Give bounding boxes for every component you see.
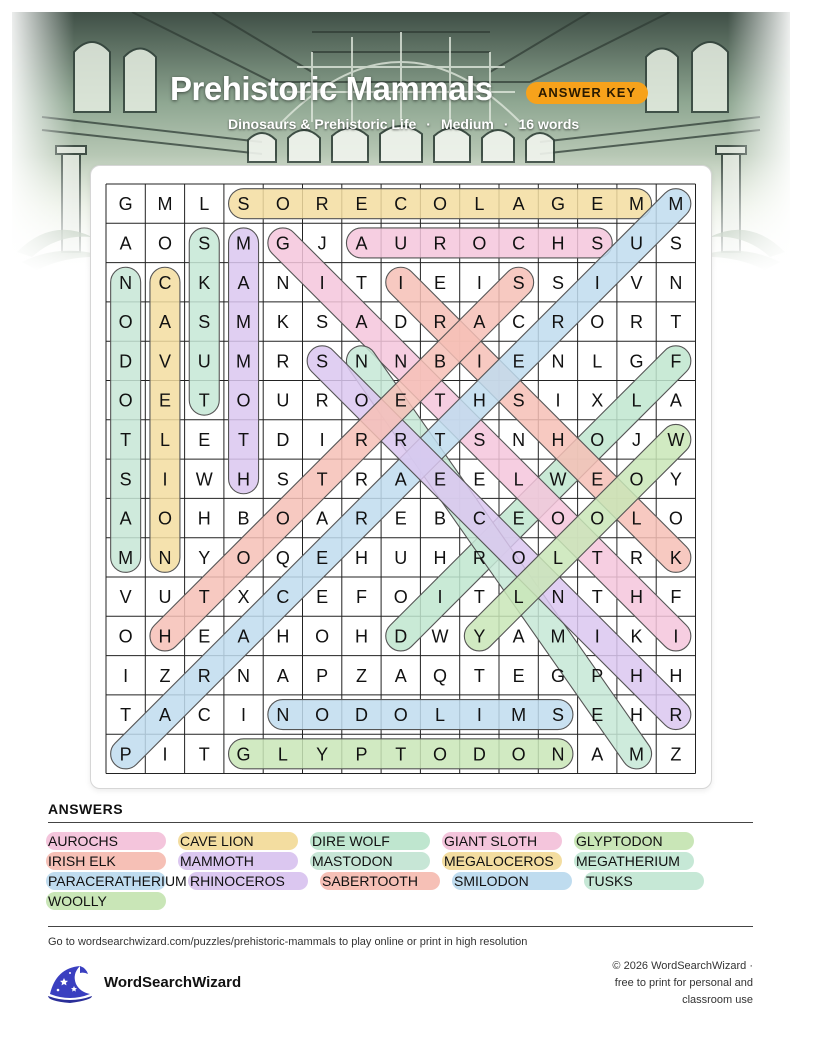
grid-letter: C bbox=[394, 194, 408, 215]
grid-letter: H bbox=[354, 626, 368, 647]
grid-letter: V bbox=[630, 272, 643, 293]
grid-letter: G bbox=[118, 194, 133, 215]
grid-letter: C bbox=[197, 705, 211, 726]
grid-letter: H bbox=[276, 626, 290, 647]
answer-label: DIRE WOLF bbox=[312, 833, 390, 849]
answer-item bbox=[444, 832, 537, 850]
grid-letter: R bbox=[472, 547, 486, 568]
grid-letter: O bbox=[118, 312, 133, 333]
grid-letter: P bbox=[119, 744, 132, 765]
answer-key-badge: ANSWER KEY bbox=[526, 82, 648, 104]
grid-letter: A bbox=[237, 272, 250, 293]
grid-letter: R bbox=[394, 429, 408, 450]
grid-letter: L bbox=[592, 351, 603, 372]
grid-letter: H bbox=[433, 547, 447, 568]
grid-letter: A bbox=[591, 744, 604, 765]
answer-label: TUSKS bbox=[586, 873, 633, 889]
grid-letter: I bbox=[319, 429, 325, 450]
answer-item bbox=[190, 872, 285, 890]
divider bbox=[48, 822, 753, 823]
answer-label: GLYPTODON bbox=[576, 833, 663, 849]
separator-dot: · bbox=[503, 116, 509, 132]
grid-letter: S bbox=[512, 390, 525, 411]
grid-letter: E bbox=[434, 469, 447, 490]
grid-letter: Y bbox=[316, 744, 329, 765]
grid-letter: S bbox=[591, 233, 604, 254]
grid-letter: I bbox=[594, 272, 600, 293]
grid-letter: O bbox=[118, 390, 133, 411]
grid-letter: W bbox=[549, 469, 567, 490]
grid-letter: I bbox=[398, 272, 404, 293]
grid-letter: A bbox=[473, 312, 486, 333]
grid-letter: X bbox=[237, 587, 250, 608]
grid-letter: A bbox=[512, 194, 525, 215]
grid-letter: V bbox=[158, 351, 171, 372]
grid-letter: L bbox=[513, 587, 524, 608]
grid-letter: N bbox=[551, 351, 565, 372]
grid-letter: W bbox=[667, 429, 685, 450]
word-highlight bbox=[268, 700, 573, 730]
answer-label: SMILODON bbox=[454, 873, 529, 889]
grid-letter: M bbox=[550, 626, 566, 647]
grid-letter: O bbox=[590, 429, 605, 450]
answer-label: WOOLLY bbox=[48, 893, 107, 909]
grid-letter: E bbox=[158, 390, 171, 411]
grid-letter: N bbox=[158, 547, 172, 568]
answer-label: MASTODON bbox=[312, 853, 393, 869]
grid-letter: E bbox=[512, 351, 525, 372]
grid-letter: X bbox=[591, 390, 604, 411]
grid-letter: N bbox=[394, 351, 408, 372]
answer-label: IRISH ELK bbox=[48, 853, 116, 869]
grid-letter: G bbox=[236, 744, 251, 765]
answer-label: MAMMOTH bbox=[180, 853, 254, 869]
grid-letter: M bbox=[236, 233, 252, 254]
grid-letter: T bbox=[238, 429, 250, 450]
grid-letter: U bbox=[630, 233, 644, 254]
grid-letter: E bbox=[512, 665, 525, 686]
grid-letter: H bbox=[197, 508, 211, 529]
grid-letter: R bbox=[630, 312, 644, 333]
grid-letter: T bbox=[120, 429, 132, 450]
grid-letter: F bbox=[355, 587, 367, 608]
grid-letter: O bbox=[550, 508, 565, 529]
grid-letter: O bbox=[511, 744, 526, 765]
grid-letter: O bbox=[236, 390, 251, 411]
grid-letter: J bbox=[632, 429, 642, 450]
answer-item bbox=[586, 872, 633, 890]
divider bbox=[48, 926, 753, 927]
grid-letter: E bbox=[473, 469, 486, 490]
letter-layer bbox=[118, 194, 684, 764]
grid-letter: A bbox=[158, 312, 171, 333]
grid-letter: B bbox=[434, 508, 447, 529]
grid-letter: S bbox=[316, 312, 329, 333]
grid-letter: E bbox=[394, 508, 407, 529]
grid-letter: O bbox=[472, 233, 487, 254]
grid-letter: T bbox=[395, 744, 407, 765]
grid-letter: O bbox=[590, 508, 605, 529]
grid-letter: C bbox=[158, 272, 172, 293]
grid-letter: O bbox=[118, 626, 133, 647]
grid-letter: O bbox=[315, 626, 330, 647]
grid-letter: S bbox=[198, 233, 211, 254]
puzzle-subtitle bbox=[228, 116, 579, 132]
grid-letter: A bbox=[276, 665, 289, 686]
grid-letter: S bbox=[119, 469, 132, 490]
grid-letter: K bbox=[198, 272, 211, 293]
answer-item bbox=[576, 832, 663, 850]
grid-letter: U bbox=[197, 351, 211, 372]
grid-letter: O bbox=[433, 194, 448, 215]
play-online-note: Go to wordsearchwizard.com/puzzles/prehistoric-mammals to play online or print in high resolution bbox=[48, 936, 528, 948]
grid-letter: R bbox=[276, 351, 290, 372]
grid-letter: D bbox=[472, 744, 486, 765]
answer-item bbox=[576, 852, 680, 870]
grid-letter: T bbox=[434, 390, 446, 411]
grid-letter: R bbox=[197, 665, 211, 686]
grid-letter: P bbox=[316, 665, 329, 686]
grid-letter: O bbox=[315, 705, 330, 726]
grid-letter: E bbox=[591, 194, 604, 215]
grid-letter: E bbox=[394, 390, 407, 411]
answer-item bbox=[48, 872, 187, 890]
copyright-line: free to print for personal and bbox=[614, 977, 753, 989]
grid-letter: D bbox=[119, 351, 133, 372]
grid-letter: I bbox=[594, 626, 600, 647]
category-label: Dinosaurs & Prehistoric Life bbox=[228, 116, 417, 132]
answer-label: MEGALOCEROS bbox=[444, 853, 554, 869]
grid-letter: Z bbox=[670, 744, 682, 765]
grid-letter: G bbox=[550, 194, 565, 215]
grid-letter: D bbox=[276, 429, 290, 450]
grid-letter: O bbox=[393, 587, 408, 608]
grid-letter: L bbox=[435, 705, 446, 726]
grid-letter: O bbox=[511, 547, 526, 568]
answer-label: RHINOCEROS bbox=[190, 873, 285, 889]
grid-letter: I bbox=[162, 469, 168, 490]
grid-letter: I bbox=[476, 705, 482, 726]
answer-label: SABERTOOTH bbox=[322, 873, 418, 889]
page-title: Prehistoric Mammals bbox=[170, 70, 493, 107]
grid-letter: Y bbox=[473, 626, 486, 647]
grid-letter: O bbox=[629, 469, 644, 490]
grid-letter: M bbox=[629, 744, 645, 765]
grid-letter: O bbox=[157, 233, 172, 254]
grid-letter: Z bbox=[355, 665, 367, 686]
grid-letter: R bbox=[315, 390, 329, 411]
grid-letter: P bbox=[355, 744, 368, 765]
grid-letter: M bbox=[236, 351, 252, 372]
grid-letter: E bbox=[512, 508, 525, 529]
grid-letter: T bbox=[198, 390, 210, 411]
grid-letter: L bbox=[513, 469, 524, 490]
grid-letter: I bbox=[241, 705, 247, 726]
grid-letter: O bbox=[433, 744, 448, 765]
grid-letter: O bbox=[236, 547, 251, 568]
grid-letter: R bbox=[551, 312, 565, 333]
grid-letter: S bbox=[276, 469, 289, 490]
grid-letter: T bbox=[591, 547, 603, 568]
answer-item bbox=[312, 832, 390, 850]
grid-letter: A bbox=[119, 508, 132, 529]
grid-letter: R bbox=[354, 429, 368, 450]
grid-letter: H bbox=[354, 547, 368, 568]
grid-letter: M bbox=[157, 194, 173, 215]
grid-letter: H bbox=[472, 390, 486, 411]
grid-letter: O bbox=[590, 312, 605, 333]
grid-letter: L bbox=[277, 744, 288, 765]
grid-letter: C bbox=[512, 233, 526, 254]
grid-letter: Q bbox=[433, 665, 448, 686]
grid-letter: E bbox=[316, 587, 329, 608]
grid-letter: A bbox=[355, 233, 368, 254]
grid-letter: Q bbox=[275, 547, 290, 568]
grid-letter: S bbox=[551, 272, 564, 293]
grid-letter: K bbox=[276, 312, 289, 333]
grid-letter: A bbox=[158, 705, 171, 726]
grid-letter: H bbox=[551, 233, 565, 254]
puzzle-grid bbox=[91, 166, 711, 788]
grid-letter: T bbox=[670, 312, 682, 333]
grid-letter: T bbox=[473, 587, 485, 608]
grid-letter: L bbox=[631, 390, 642, 411]
grid-letter: I bbox=[673, 626, 679, 647]
grid-letter: S bbox=[198, 312, 211, 333]
grid-letter: F bbox=[670, 351, 682, 372]
grid-letter: V bbox=[119, 587, 132, 608]
grid-letter: R bbox=[433, 312, 447, 333]
grid-letter: A bbox=[119, 233, 132, 254]
grid-letter: R bbox=[354, 469, 368, 490]
grid-letter: I bbox=[476, 272, 482, 293]
grid-letter: I bbox=[319, 272, 325, 293]
grid-letter: M bbox=[118, 547, 134, 568]
grid-letter: H bbox=[630, 587, 644, 608]
grid-letter: A bbox=[512, 626, 525, 647]
grid-letter: L bbox=[199, 194, 210, 215]
grid-letter: I bbox=[476, 351, 482, 372]
grid-letter: N bbox=[119, 272, 133, 293]
grid-letter: R bbox=[630, 547, 644, 568]
grid-letter: K bbox=[669, 547, 682, 568]
grid-letter: K bbox=[630, 626, 643, 647]
grid-letter: E bbox=[591, 469, 604, 490]
grid-letter: Y bbox=[198, 547, 211, 568]
copyright-line: classroom use bbox=[682, 994, 753, 1006]
grid-letter: N bbox=[276, 272, 290, 293]
answer-item bbox=[48, 832, 118, 850]
grid-letter: H bbox=[669, 665, 683, 686]
grid-letter: N bbox=[276, 705, 290, 726]
grid-letter: S bbox=[669, 233, 682, 254]
grid-letter: A bbox=[316, 508, 329, 529]
grid-letter: U bbox=[276, 390, 290, 411]
word-count-label: 16 words bbox=[518, 116, 580, 132]
grid-letter: N bbox=[551, 744, 565, 765]
grid-letter: C bbox=[472, 508, 486, 529]
grid-letter: R bbox=[354, 508, 368, 529]
grid-letter: E bbox=[434, 272, 447, 293]
grid-letter: A bbox=[394, 665, 407, 686]
grid-letter: T bbox=[120, 705, 132, 726]
grid-letter: L bbox=[631, 508, 642, 529]
grid-letter: I bbox=[162, 744, 168, 765]
grid-letter: C bbox=[276, 587, 290, 608]
answer-label: CAVE LION bbox=[180, 833, 254, 849]
answer-label: PARACERATHERIUM bbox=[48, 873, 187, 889]
grid-letter: S bbox=[512, 272, 525, 293]
grid-letter: G bbox=[550, 665, 565, 686]
grid-letter: H bbox=[551, 429, 565, 450]
grid-letter: H bbox=[158, 626, 172, 647]
grid-letter: J bbox=[317, 233, 327, 254]
grid-letter: E bbox=[198, 429, 211, 450]
grid-letter: O bbox=[275, 194, 290, 215]
answer-label: GIANT SLOTH bbox=[444, 833, 538, 849]
grid-letter: M bbox=[629, 194, 645, 215]
grid-letter: S bbox=[473, 429, 486, 450]
answer-item bbox=[48, 892, 107, 910]
grid-letter: W bbox=[195, 469, 213, 490]
grid-letter: N bbox=[551, 587, 565, 608]
grid-letter: O bbox=[393, 705, 408, 726]
grid-letter: O bbox=[668, 508, 683, 529]
grid-letter: M bbox=[668, 194, 684, 215]
answer-item bbox=[48, 852, 116, 870]
answer-item bbox=[444, 852, 554, 870]
answer-item bbox=[454, 872, 529, 890]
grid-letter: U bbox=[158, 587, 172, 608]
brand-name: WordSearchWizard bbox=[104, 974, 242, 991]
grid-letter: I bbox=[437, 587, 443, 608]
grid-letter: C bbox=[512, 312, 526, 333]
grid-letter: A bbox=[669, 390, 682, 411]
grid-letter: E bbox=[316, 547, 329, 568]
grid-letter: P bbox=[591, 665, 604, 686]
answer-item bbox=[312, 852, 393, 870]
copyright-note bbox=[553, 958, 753, 1009]
answer-label: AUROCHS bbox=[48, 833, 119, 849]
difficulty-label: Medium bbox=[440, 116, 494, 132]
grid-letter: N bbox=[669, 272, 683, 293]
grid-letter: I bbox=[555, 390, 561, 411]
grid-letter: O bbox=[157, 508, 172, 529]
answer-item bbox=[180, 852, 254, 870]
grid-letter: A bbox=[394, 469, 407, 490]
grid-letter: O bbox=[354, 390, 369, 411]
grid-letter: T bbox=[198, 744, 210, 765]
grid-letter: R bbox=[669, 705, 683, 726]
grid-letter: E bbox=[591, 705, 604, 726]
grid-letter: S bbox=[237, 194, 250, 215]
grid-letter: T bbox=[355, 272, 367, 293]
copyright-line: © 2026 WordSearchWizard · bbox=[612, 960, 753, 972]
grid-letter: I bbox=[123, 665, 129, 686]
grid-letter: T bbox=[473, 665, 485, 686]
puzzle-grid-card bbox=[90, 165, 712, 789]
grid-letter: R bbox=[315, 194, 329, 215]
grid-letter: L bbox=[552, 547, 563, 568]
grid-letter: O bbox=[275, 508, 290, 529]
grid-letter: B bbox=[434, 351, 447, 372]
grid-letter: T bbox=[434, 429, 446, 450]
grid-letter: G bbox=[275, 233, 290, 254]
grid-letter: Y bbox=[669, 469, 682, 490]
grid-letter: G bbox=[629, 351, 644, 372]
grid-letter: M bbox=[236, 312, 252, 333]
grid-letter: L bbox=[159, 429, 170, 450]
answer-label: MEGATHERIUM bbox=[576, 853, 680, 869]
grid-letter: D bbox=[394, 312, 408, 333]
grid-letter: D bbox=[354, 705, 368, 726]
grid-letter: N bbox=[512, 429, 526, 450]
grid-letter: D bbox=[394, 626, 408, 647]
grid-letter: T bbox=[198, 587, 210, 608]
grid-letter: A bbox=[355, 312, 368, 333]
grid-letter: U bbox=[394, 547, 408, 568]
grid-letter: S bbox=[551, 705, 564, 726]
grid-letter: H bbox=[237, 469, 251, 490]
grid-letter: Z bbox=[159, 665, 171, 686]
grid-letter: H bbox=[630, 665, 644, 686]
separator-dot: · bbox=[426, 116, 431, 132]
grid-letter: N bbox=[354, 351, 368, 372]
grid-letter: R bbox=[433, 233, 447, 254]
grid-letter: T bbox=[316, 469, 328, 490]
answers-heading: ANSWERS bbox=[48, 801, 124, 817]
grid-letter: E bbox=[355, 194, 368, 215]
grid-letter: W bbox=[431, 626, 449, 647]
grid-letter: B bbox=[237, 508, 250, 529]
grid-letter: S bbox=[316, 351, 329, 372]
grid-letter: L bbox=[474, 194, 485, 215]
grid-letter: M bbox=[511, 705, 527, 726]
wizard-hat-icon bbox=[46, 964, 94, 1004]
grid-letter: A bbox=[237, 626, 250, 647]
grid-letter: N bbox=[237, 665, 251, 686]
answer-item bbox=[180, 832, 254, 850]
grid-letter: H bbox=[630, 705, 644, 726]
grid-letter: U bbox=[394, 233, 408, 254]
answer-item bbox=[322, 872, 418, 890]
grid-letter: F bbox=[670, 587, 682, 608]
grid-letter: T bbox=[591, 587, 603, 608]
grid-letter: E bbox=[198, 626, 211, 647]
